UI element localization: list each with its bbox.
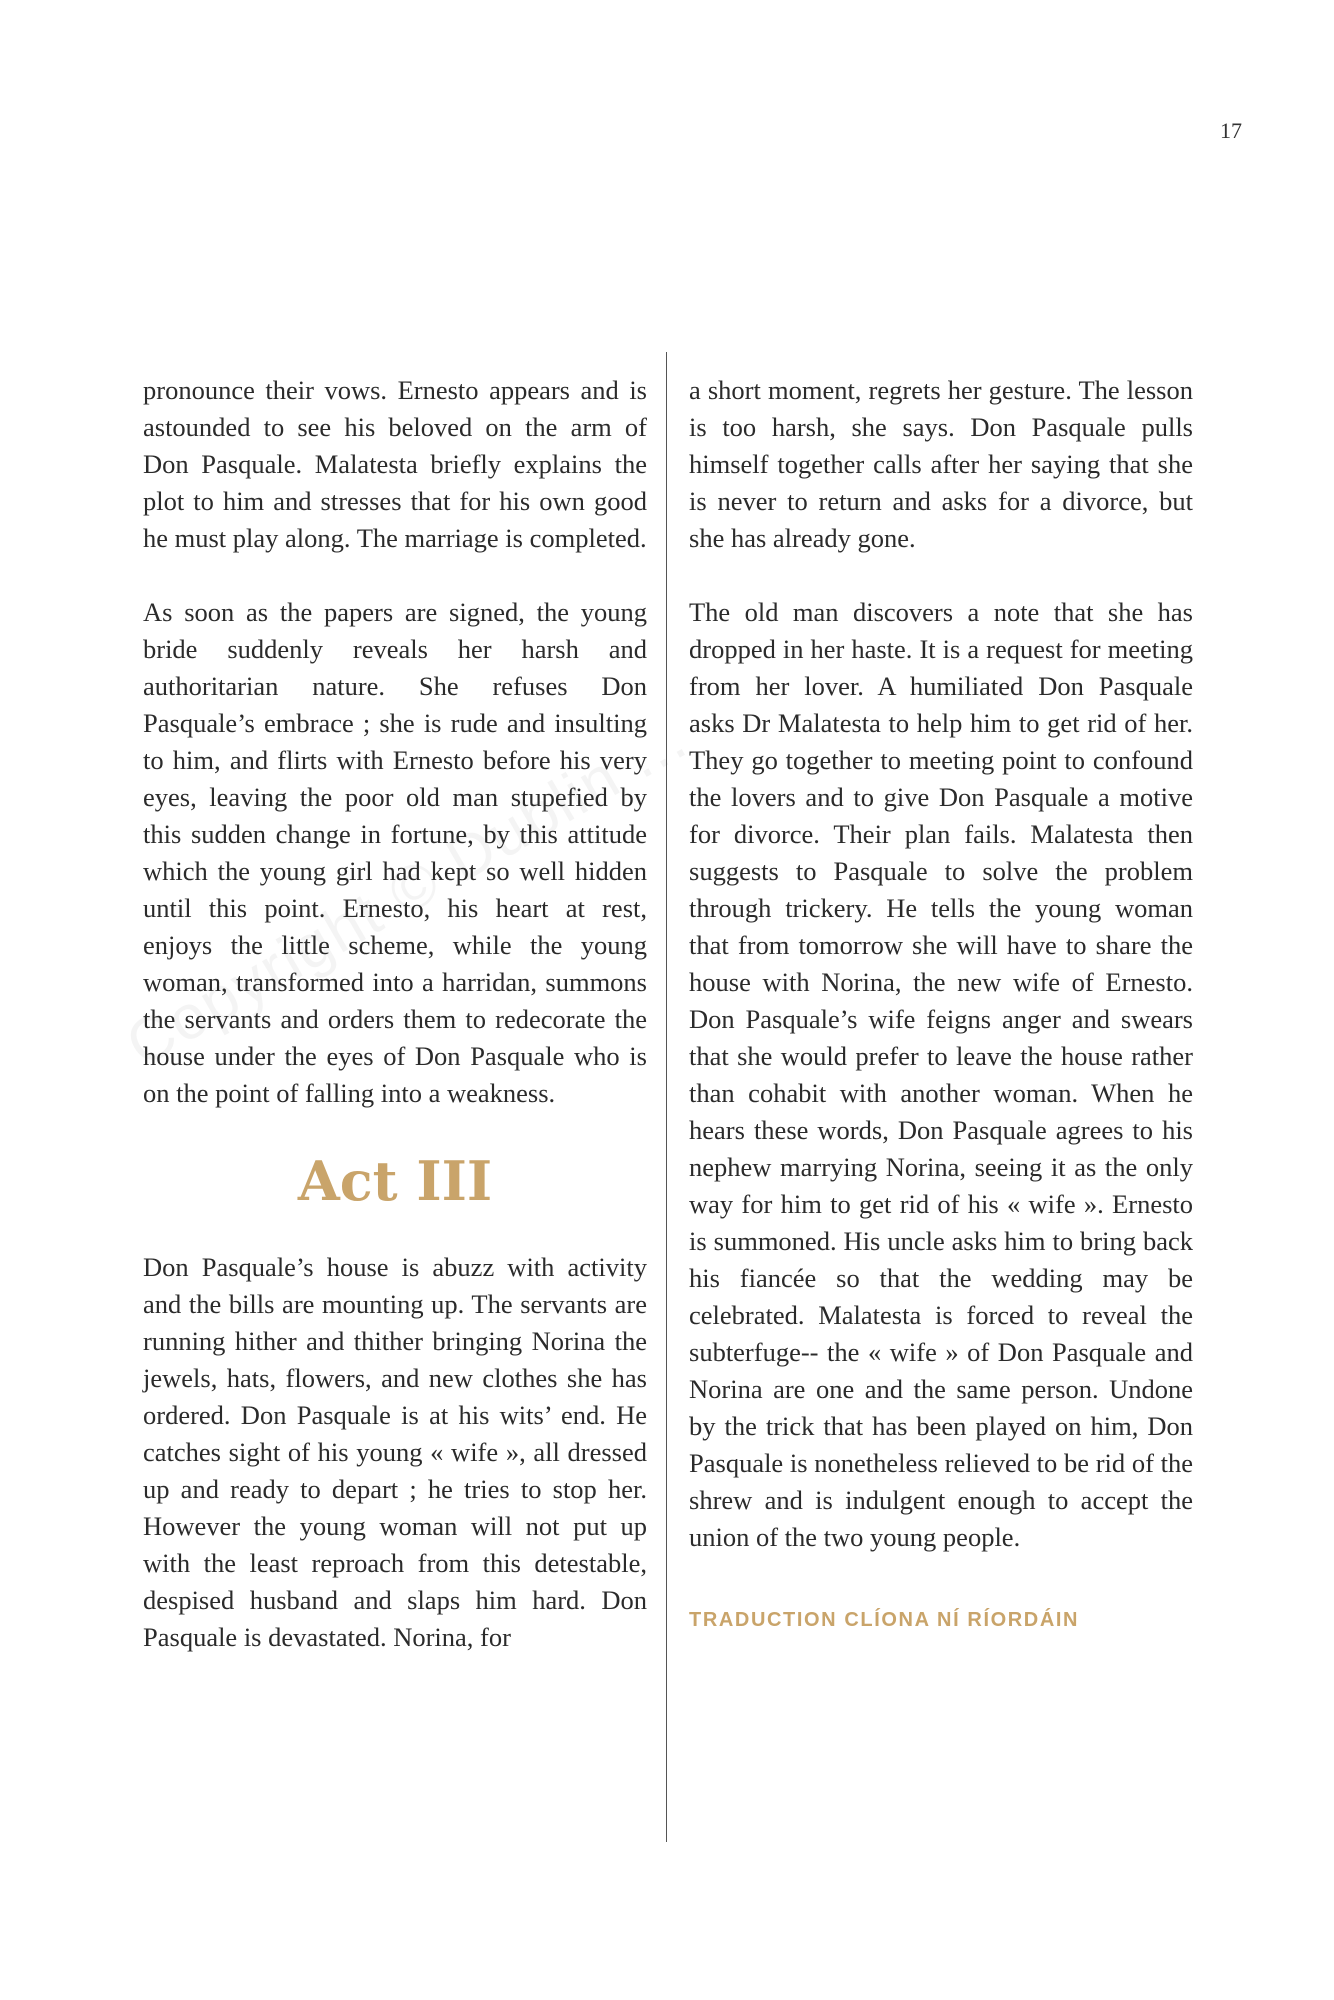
- page-number: 17: [1220, 118, 1242, 143]
- left-paragraph-2: As soon as the papers are signed, the young bride suddenly reveals her harsh and authoritarian nature. She refuses Don Pasquale’s embrace ; she is rude and insulting to him, and flirts with Ernesto before his very eyes, leaving the poor old man stupefied by this sudden change in fortune, by this attitude which the young girl had kept so well hidden until this point. Ernesto, his heart at rest, enjoys the little scheme, while the young woman, transformed into a harridan, summons the servants and orders them to redecorate the house under the eyes of Don Pasquale who is on the point of falling into a weakness.: [143, 597, 647, 1108]
- column-divider: [666, 352, 667, 1842]
- left-paragraph-1: pronounce their vows. Ernesto appears and is astounded to see his beloved on the arm of Don Pasquale. Malatesta briefly explains the plot to him and stresses that for his own good he must play along. The marriage is completed.: [143, 375, 647, 553]
- translation-credit: TRADUCTION CLÍONA NÍ RÍORDÁIN: [689, 1609, 1080, 1631]
- act-heading: Act III: [297, 1149, 493, 1213]
- right-column: [689, 372, 1193, 1639]
- right-paragraph-1: a short moment, regrets her gesture. The lesson is too harsh, she says. Don Pasquale pulls himself together calls after her saying that she is never to return and asks for a divorce, but she has already gone.: [689, 375, 1193, 553]
- left-column: [143, 372, 647, 1656]
- left-paragraph-3: Don Pasquale’s house is abuzz with activity and the bills are mounting up. The servants are running hither and thither bringing Norina the jewels, hats, flowers, and new clothes she has ordered. Don Pasquale is at his wits’ end. He catches sight of his young « wife », all dressed up and ready to depart ; he tries to stop her. However the young woman will not put up with the least reproach from this detestable, despised husband and slaps him hard. Don Pasquale is devastated. Norina, for: [143, 1252, 647, 1652]
- right-paragraph-2: The old man discovers a note that she has dropped in her haste. It is a request for meeting from her lover. A humiliated Don Pasquale asks Dr Malatesta to help him to get rid of her. They go together to meeting point to confound the lovers and to give Don Pasquale a motive for divorce. Their plan fails. Malatesta then suggests to Pasquale to solve the problem through trickery. He tells the young woman that from tomorrow she will have to share the house with Norina, the new wife of Ernesto. Don Pasquale’s wife feigns anger and swears that she would prefer to leave the house rather than cohabit with another woman. When he hears these words, Don Pasquale agrees to his nephew marrying Norina, seeing it as the only way for him to get rid of his « wife ». Ernesto is summoned. His uncle asks him to bring back his fiancée so that the wedding may be celebrated. Malatesta is forced to reveal the subterfuge-- the « wife » of Don Pasquale and Norina are one and the same person. Undone by the trick that has been played on him, Don Pasquale is nonetheless relieved to be rid of the shrew and is indulgent enough to accept the union of the two young people.: [689, 597, 1193, 1552]
